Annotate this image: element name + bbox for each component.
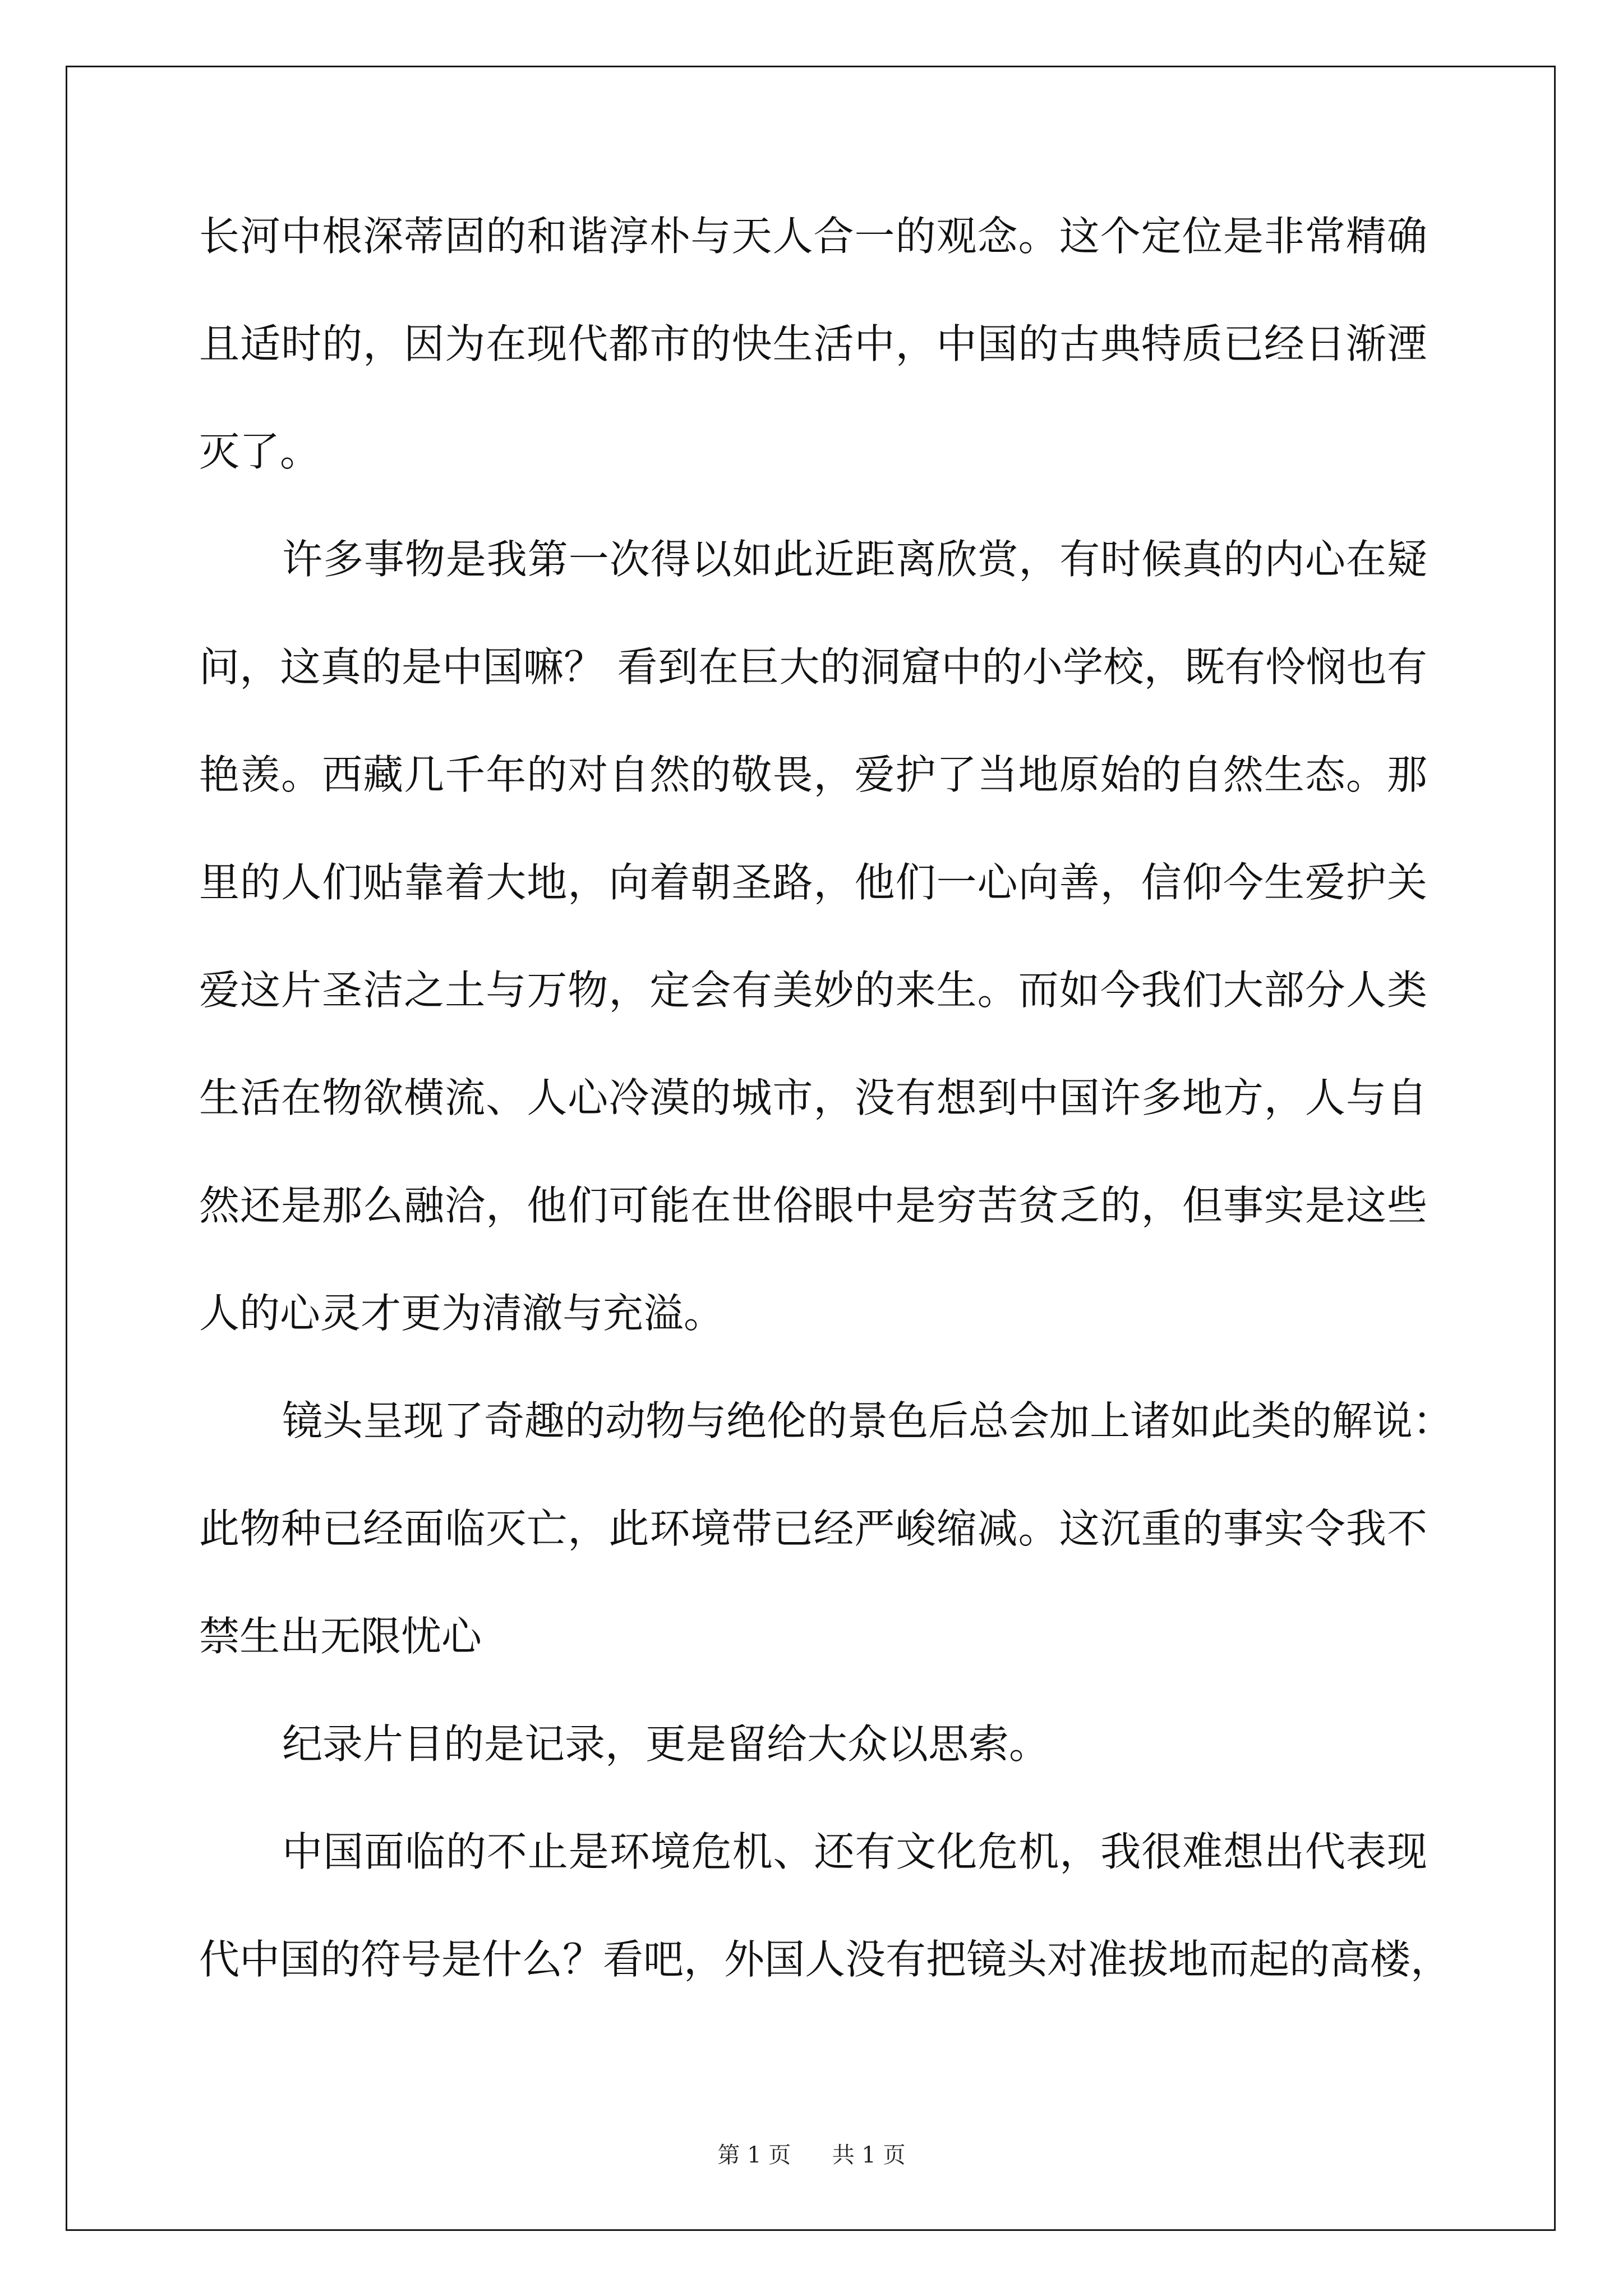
paragraph-first-line: 中国面临的不止是环境危机、还有文化危机，我很难想出代表现 — [282, 1828, 1427, 1875]
text-line: 人的心灵才更为清澈与充溢。 — [199, 1290, 725, 1337]
text-line: 灭了。 — [199, 428, 321, 475]
text-line: 此物种已经面临灭亡，此环境带已经严峻缩减。这沉重的事实令我不 — [199, 1505, 1427, 1552]
text-line: 长河中根深蒂固的和谐淳朴与天人合一的观念。这个定位是非常精确 — [199, 213, 1427, 260]
text-line: 问，这真的是中国嘛？ 看到在巨大的洞窟中的小学校，既有怜悯也有 — [199, 643, 1427, 691]
text-line: 生活在物欲横流、人心冷漠的城市，没有想到中国许多地方，人与自 — [199, 1074, 1427, 1121]
text-line: 然还是那么融洽，他们可能在世俗眼中是穷苦贫乏的，但事实是这些 — [199, 1182, 1427, 1229]
text-line: 禁生出无限忧心 — [199, 1613, 482, 1660]
page-number: 第 1 页 — [717, 2142, 791, 2168]
text-line: 代中国的符号是什么？看吧，外国人没有把镜头对准拔地而起的高楼， — [199, 1936, 1451, 1983]
page-total: 共 1 页 — [832, 2142, 906, 2168]
paragraph-first-line: 纪录片目的是记录，更是留给大众以思索。 — [282, 1720, 1050, 1768]
paragraph-first-line: 许多事物是我第一次得以如此近距离欣赏，有时候真的内心在疑 — [282, 536, 1427, 583]
paragraph-first-line: 镜头呈现了奇趣的动物与绝伦的景色后总会加上诸如此类的解说： — [282, 1397, 1454, 1444]
text-line: 里的人们贴靠着大地，向着朝圣路，他们一心向善，信仰今生爱护关 — [199, 859, 1427, 906]
text-line: 爱这片圣洁之土与万物，定会有美妙的来生。而如今我们大部分人类 — [199, 967, 1427, 1014]
document-body — [199, 213, 1454, 2047]
text-line: 且适时的，因为在现代都市的快生活中，中国的古典特质已经日渐湮 — [199, 320, 1427, 367]
page-footer — [0, 2137, 1623, 2169]
text-line: 艳羡。西藏几千年的对自然的敬畏，爱护了当地原始的自然生态。那 — [199, 751, 1427, 798]
